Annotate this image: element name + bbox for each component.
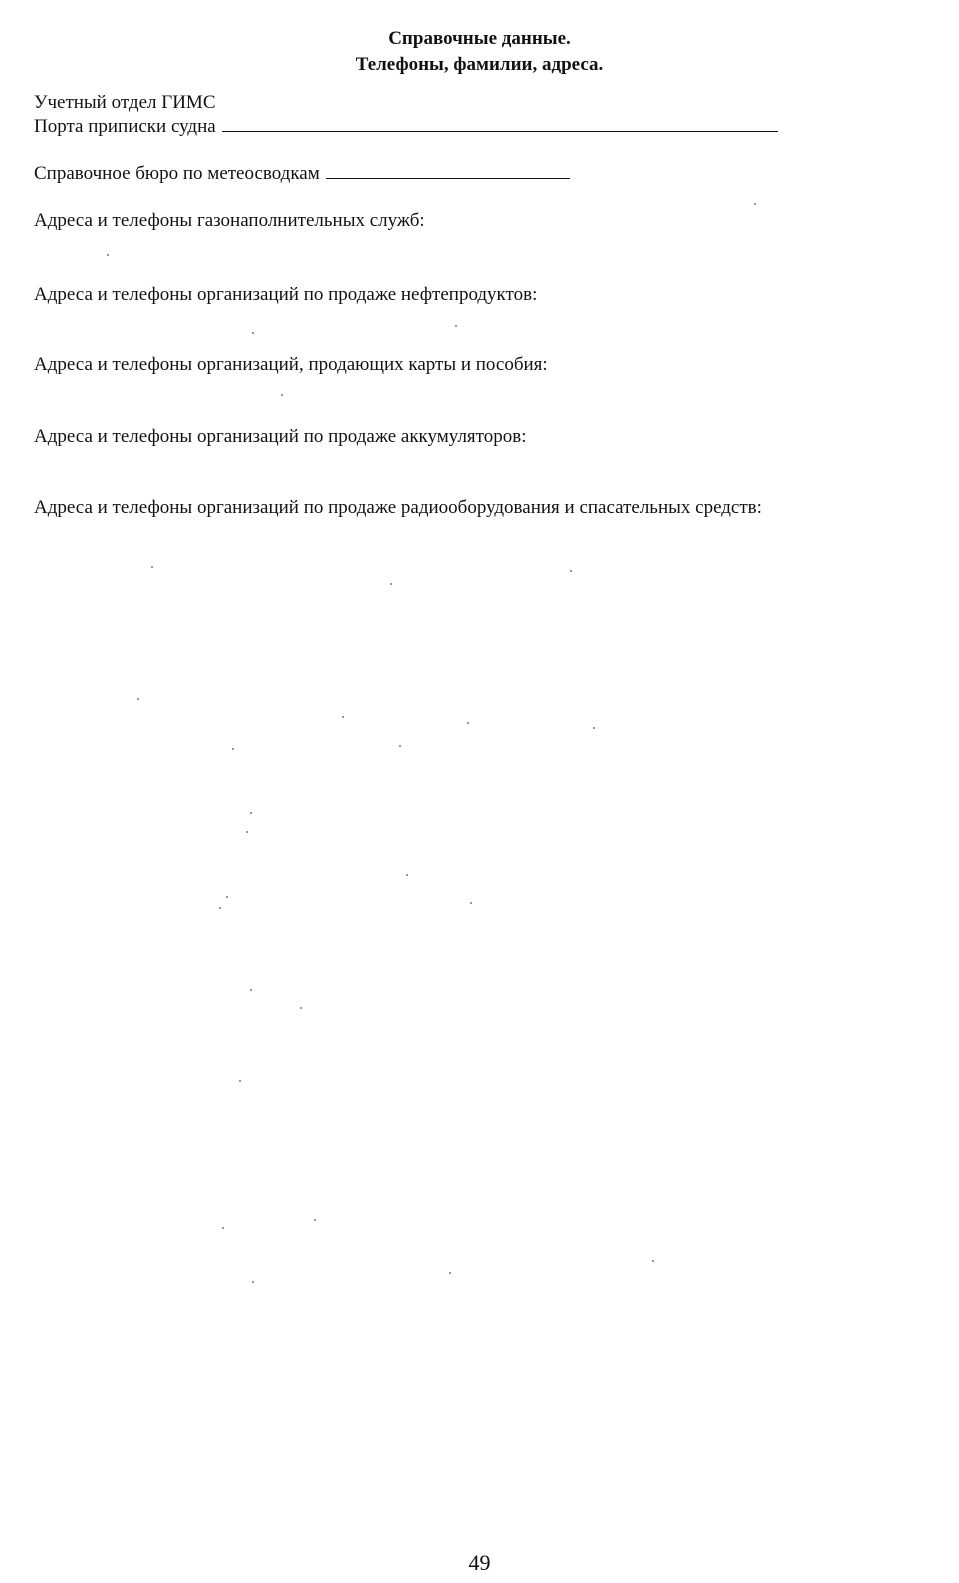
scan-speck xyxy=(570,570,572,572)
scan-speck xyxy=(252,1281,254,1283)
gims-label xyxy=(34,92,216,114)
scan-speck xyxy=(593,727,595,729)
page-subtitle: Телефоны, фамилии, адреса. xyxy=(355,54,604,75)
scan-speck xyxy=(137,698,139,700)
page-number: 49 xyxy=(468,1550,491,1575)
scan-speck xyxy=(281,394,283,396)
scan-speck xyxy=(222,1227,224,1229)
scan-speck xyxy=(390,583,392,585)
section-charts-sales: Адреса и телефоны организаций, продающих карты и пособия: xyxy=(34,354,548,375)
scan-speck xyxy=(226,896,228,898)
scan-speck xyxy=(232,748,234,750)
scan-speck xyxy=(467,722,469,724)
home-port-label: Порта приписки судна xyxy=(34,116,216,137)
home-port-blank-line[interactable] xyxy=(222,130,778,132)
scan-speck xyxy=(406,874,408,876)
scan-speck xyxy=(219,907,221,909)
scan-speck xyxy=(252,332,254,334)
scan-speck xyxy=(754,203,756,205)
page-title: Справочные данные. xyxy=(388,28,571,49)
scan-speck xyxy=(399,745,401,747)
scan-speck xyxy=(250,989,252,991)
home-port-field xyxy=(34,116,778,138)
scan-speck xyxy=(239,1080,241,1082)
gims-label-text: Учетный отдел ГИМС xyxy=(34,92,216,113)
scan-speck xyxy=(300,1007,302,1009)
section-gas-services: Адреса и телефоны газонаполнительных служб: xyxy=(34,210,425,231)
scan-speck xyxy=(246,831,248,833)
section-fuel-sales: Адреса и телефоны организаций по продаже нефтепродуктов: xyxy=(34,284,538,305)
scan-speck xyxy=(470,902,472,904)
section-battery-sales: Адреса и телефоны организаций по продаже аккумуляторов: xyxy=(34,426,527,447)
scan-speck xyxy=(250,812,252,814)
weather-blank-line[interactable] xyxy=(326,177,570,179)
scan-speck xyxy=(652,1260,654,1262)
weather-field xyxy=(34,163,570,185)
scan-speck xyxy=(455,325,457,327)
section-radio-safety-sales: Адреса и телефоны организаций по продаже радиооборудования и спасательных средств: xyxy=(34,497,762,518)
weather-label: Справочное бюро по метеосводкам xyxy=(34,163,320,184)
scan-speck xyxy=(449,1272,451,1274)
scan-speck xyxy=(314,1219,316,1221)
scan-speck xyxy=(107,254,109,256)
scan-speck xyxy=(342,716,344,718)
scan-speck xyxy=(151,566,153,568)
